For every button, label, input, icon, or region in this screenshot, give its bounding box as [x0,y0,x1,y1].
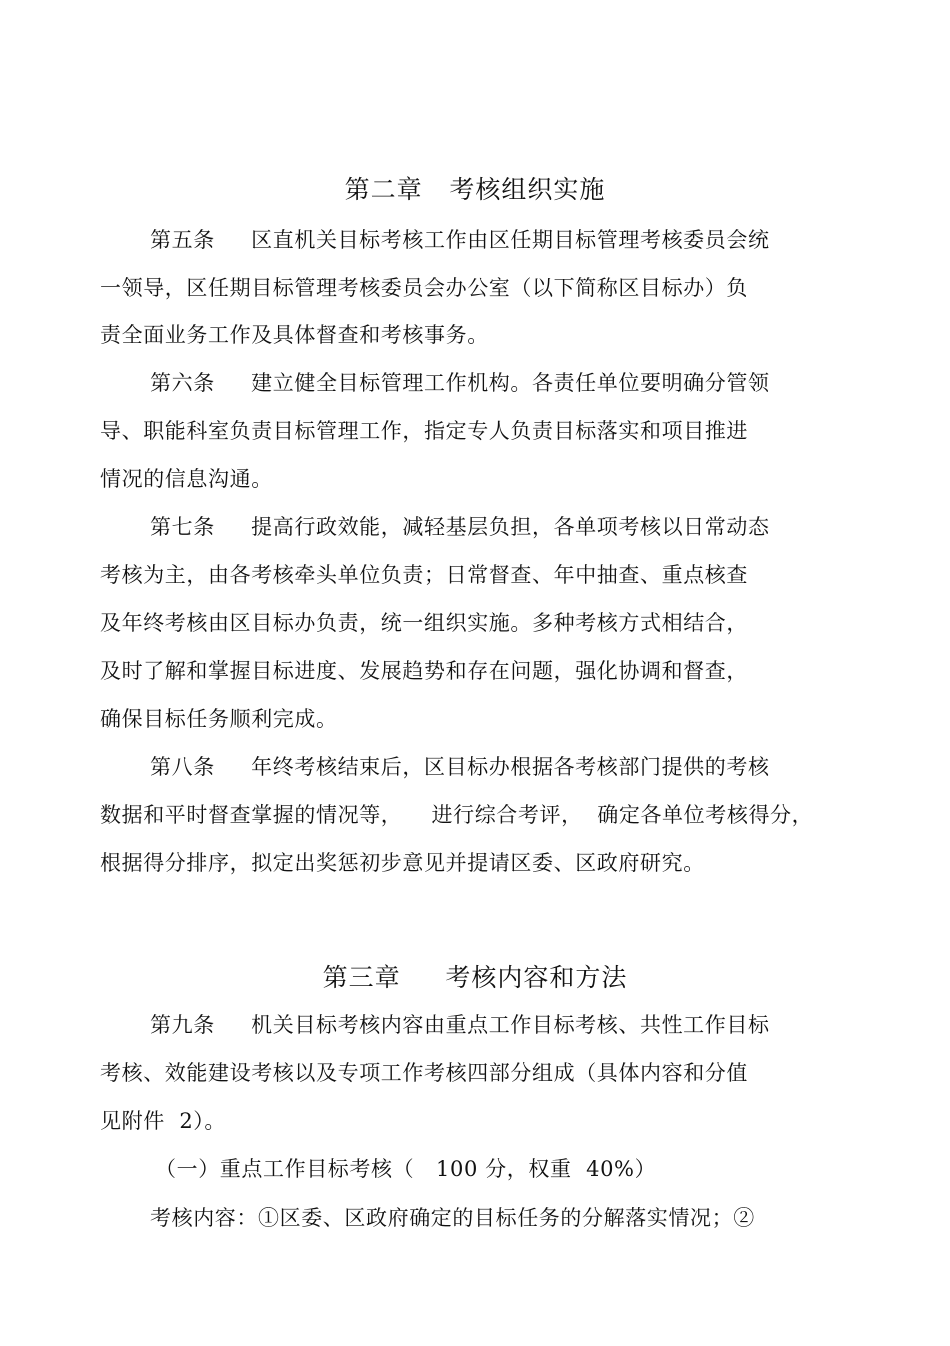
article-6-line-2: 导、职能科室负责目标管理工作，指定专人负责目标落实和项目推进 [100,419,748,443]
article-7-line-1: 第七条 提高行政效能，减轻基层负担，各单项考核以日常动态 [150,515,770,539]
article-8-line-2: 数据和平时督查掌握的情况等， 进行综合考评， 确定各单位考核得分， [100,803,814,827]
article-5-line-3: 责全面业务工作及具体督查和考核事务。 [100,323,489,347]
chapter-2-heading: 第二章 考核组织实施 [344,175,606,204]
item-1-heading: （一）重点工作目标考核（ 100 分，权重 40%） [155,1157,657,1181]
article-7-line-4: 及时了解和掌握目标进度、发展趋势和存在问题，强化协调和督查， [100,659,748,683]
chapter-3-heading: 第三章 考核内容和方法 [322,963,628,992]
article-9-line-1: 第九条 机关目标考核内容由重点工作目标考核、共性工作目标 [150,1013,770,1037]
article-7-line-2: 考核为主，由各考核牵头单位负责；日常督查、年中抽查、重点核查 [100,563,748,587]
article-6-line-3: 情况的信息沟通。 [100,467,273,491]
article-5-line-1: 第五条 区直机关目标考核工作由区任期目标管理考核委员会统 [150,228,770,252]
assessment-content-line: 考核内容：①区委、区政府确定的目标任务的分解落实情况；② [150,1206,755,1230]
article-6-line-1: 第六条 建立健全目标管理工作机构。各责任单位要明确分管领 [150,371,770,395]
article-9-line-2: 考核、效能建设考核以及专项工作考核四部分组成（具体内容和分值 [100,1061,748,1085]
article-5-line-2: 一领导，区任期目标管理考核委员会办公室（以下简称区目标办）负 [100,276,748,300]
article-9-line-3: 见附件 2）。 [100,1109,227,1133]
article-8-line-1: 第八条 年终考核结束后，区目标办根据各考核部门提供的考核 [150,755,770,779]
article-7-line-3: 及年终考核由区目标办负责，统一组织实施。多种考核方式相结合， [100,611,748,635]
article-8-line-3: 根据得分排序，拟定出奖惩初步意见并提请区委、区政府研究。 [100,851,705,875]
article-7-line-5: 确保目标任务顺利完成。 [100,707,338,731]
